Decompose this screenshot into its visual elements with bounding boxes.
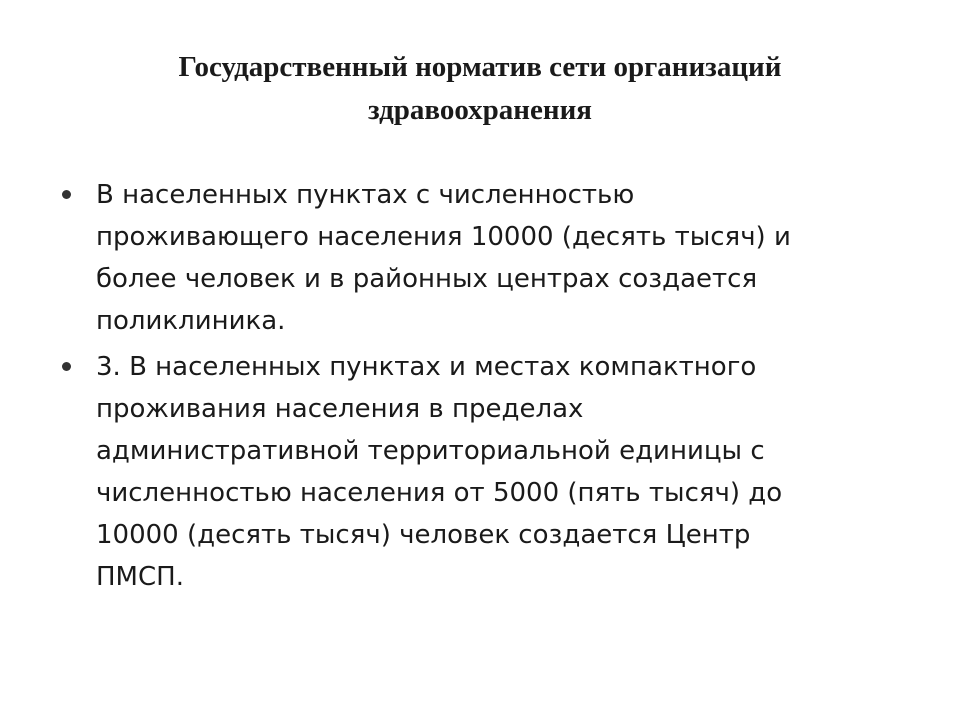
slide-title-line: Государственный норматив сети организаций [178, 51, 782, 83]
bullet-text-line: проживания населения в пределах [96, 394, 584, 424]
slide-title-line: здравоохранения [368, 94, 592, 126]
bullet-dot-icon [62, 190, 71, 199]
bullet-dot-icon [62, 362, 71, 371]
bullet-text-line: численностью населения от 5000 (пять тысяч) до [96, 478, 783, 508]
bullet-item [96, 346, 896, 598]
bullet-list [96, 174, 896, 602]
bullet-text-line: административной территориальной единицы с [96, 436, 765, 466]
slide-title [60, 46, 900, 132]
bullet-text-line: 10000 (десять тысяч) человек создается Центр [96, 520, 751, 550]
bullet-item [96, 174, 896, 342]
bullet-text-line: 3. В населенных пунктах и местах компактного [96, 352, 757, 382]
bullet-text-line: В населенных пунктах с численностью [96, 180, 635, 210]
bullet-text-line: более человек и в районных центрах создается [96, 264, 758, 294]
bullet-text-line: поликлиника. [96, 306, 286, 336]
bullet-text-line: проживающего населения 10000 (десять тысяч) и [96, 222, 791, 252]
bullet-text-line: ПМСП. [96, 562, 184, 592]
